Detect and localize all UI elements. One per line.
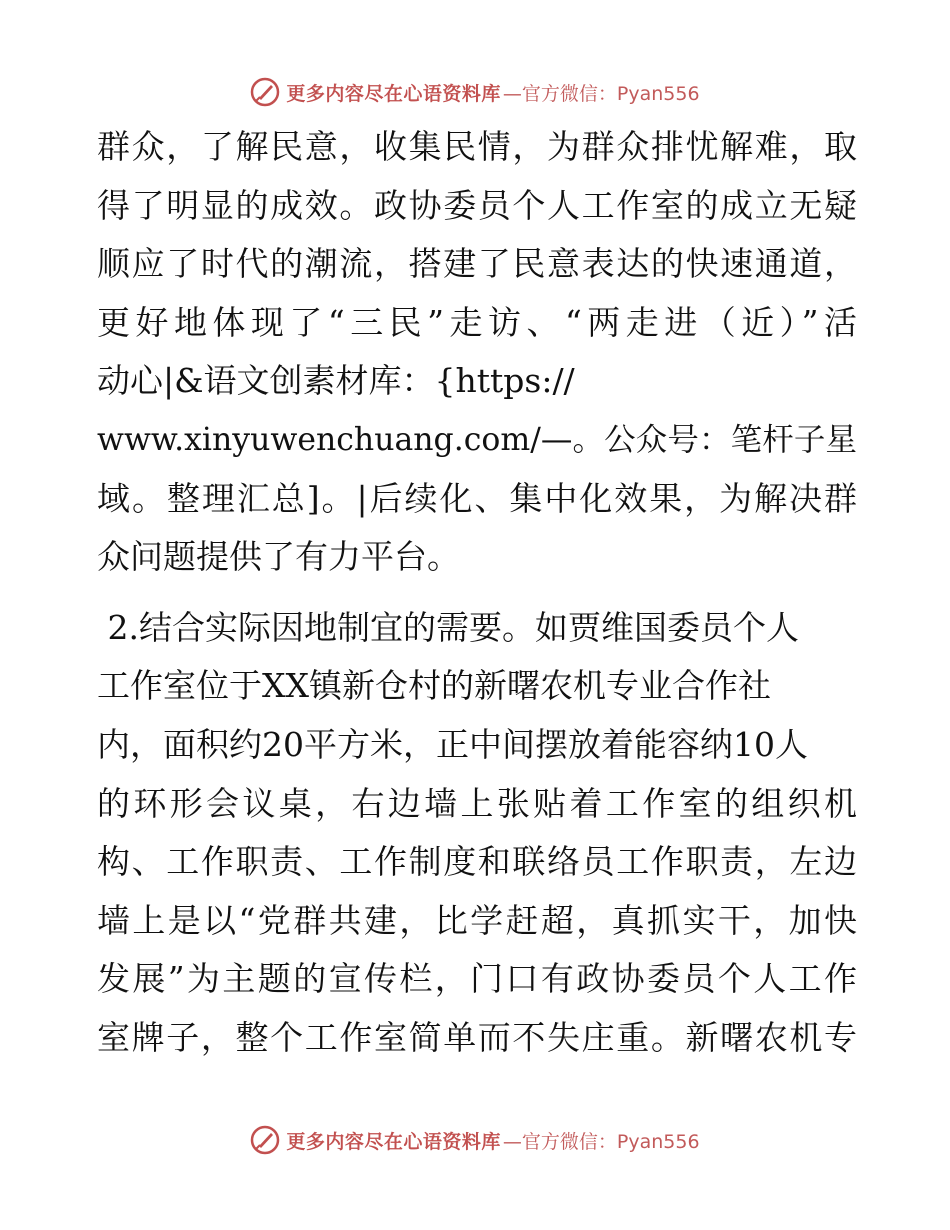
paragraph-1	[97, 118, 857, 587]
text-line: www.xinyuwenchuang.com/—。公众号：笔杆子星	[97, 421, 857, 458]
watermark-brand-text: 更多内容尽在心语资料库	[286, 1130, 501, 1153]
text-line: 的环形会议桌，右边墙上张贴着工作室的组织机	[97, 783, 857, 823]
text-line: 墙上是以“党群共建，比学赶超，真抓实干，加快	[97, 900, 857, 940]
text-line: 工作室位于XX镇新仓村的新曙农机专业合作社	[97, 666, 771, 706]
watermark-contact-text: —官方微信：Pyan556	[502, 1130, 700, 1153]
text-line: 更好地体现了“三民”走访、“两走进（近）”活	[97, 302, 857, 342]
watermark-banner-bottom	[0, 1122, 950, 1158]
text-line: 发展”为主题的宣传栏，门口有政协委员个人工作	[97, 959, 857, 999]
text-line: 室牌子，整个工作室简单而不失庄重。新曙农机专	[97, 1017, 857, 1057]
watermark-banner-top	[0, 74, 950, 110]
quill-logo-icon	[250, 77, 280, 107]
document-body	[97, 118, 857, 1068]
text-line: 内，面积约20平方米，正中间摆放着能容纳10人	[97, 724, 808, 764]
paragraph-gap	[97, 587, 857, 599]
text-line: 域。整理汇总]。|后续化、集中化效果，为解决群	[97, 478, 857, 518]
text-line: 构、工作职责、工作制度和联络员工作职责，左边	[97, 842, 857, 882]
watermark-contact-text: —官方微信：Pyan556	[502, 82, 700, 105]
quill-logo-icon	[250, 1125, 280, 1155]
watermark-brand-text: 更多内容尽在心语资料库	[286, 82, 501, 105]
text-line: 得了明显的成效。政协委员个人工作室的成立无疑	[97, 185, 857, 225]
text-line: 2.结合实际因地制宜的需要。如贾维国委员个人	[97, 607, 799, 647]
text-line: 顺应了时代的潮流，搭建了民意表达的快速通道，	[97, 244, 857, 284]
paragraph-2	[97, 599, 857, 1068]
text-line: 众问题提供了有力平台。	[97, 537, 460, 577]
text-line: 群众，了解民意，收集民情，为群众排忧解难，取	[97, 127, 857, 166]
text-line: 动心|&语文创素材库：{https://	[97, 361, 575, 401]
